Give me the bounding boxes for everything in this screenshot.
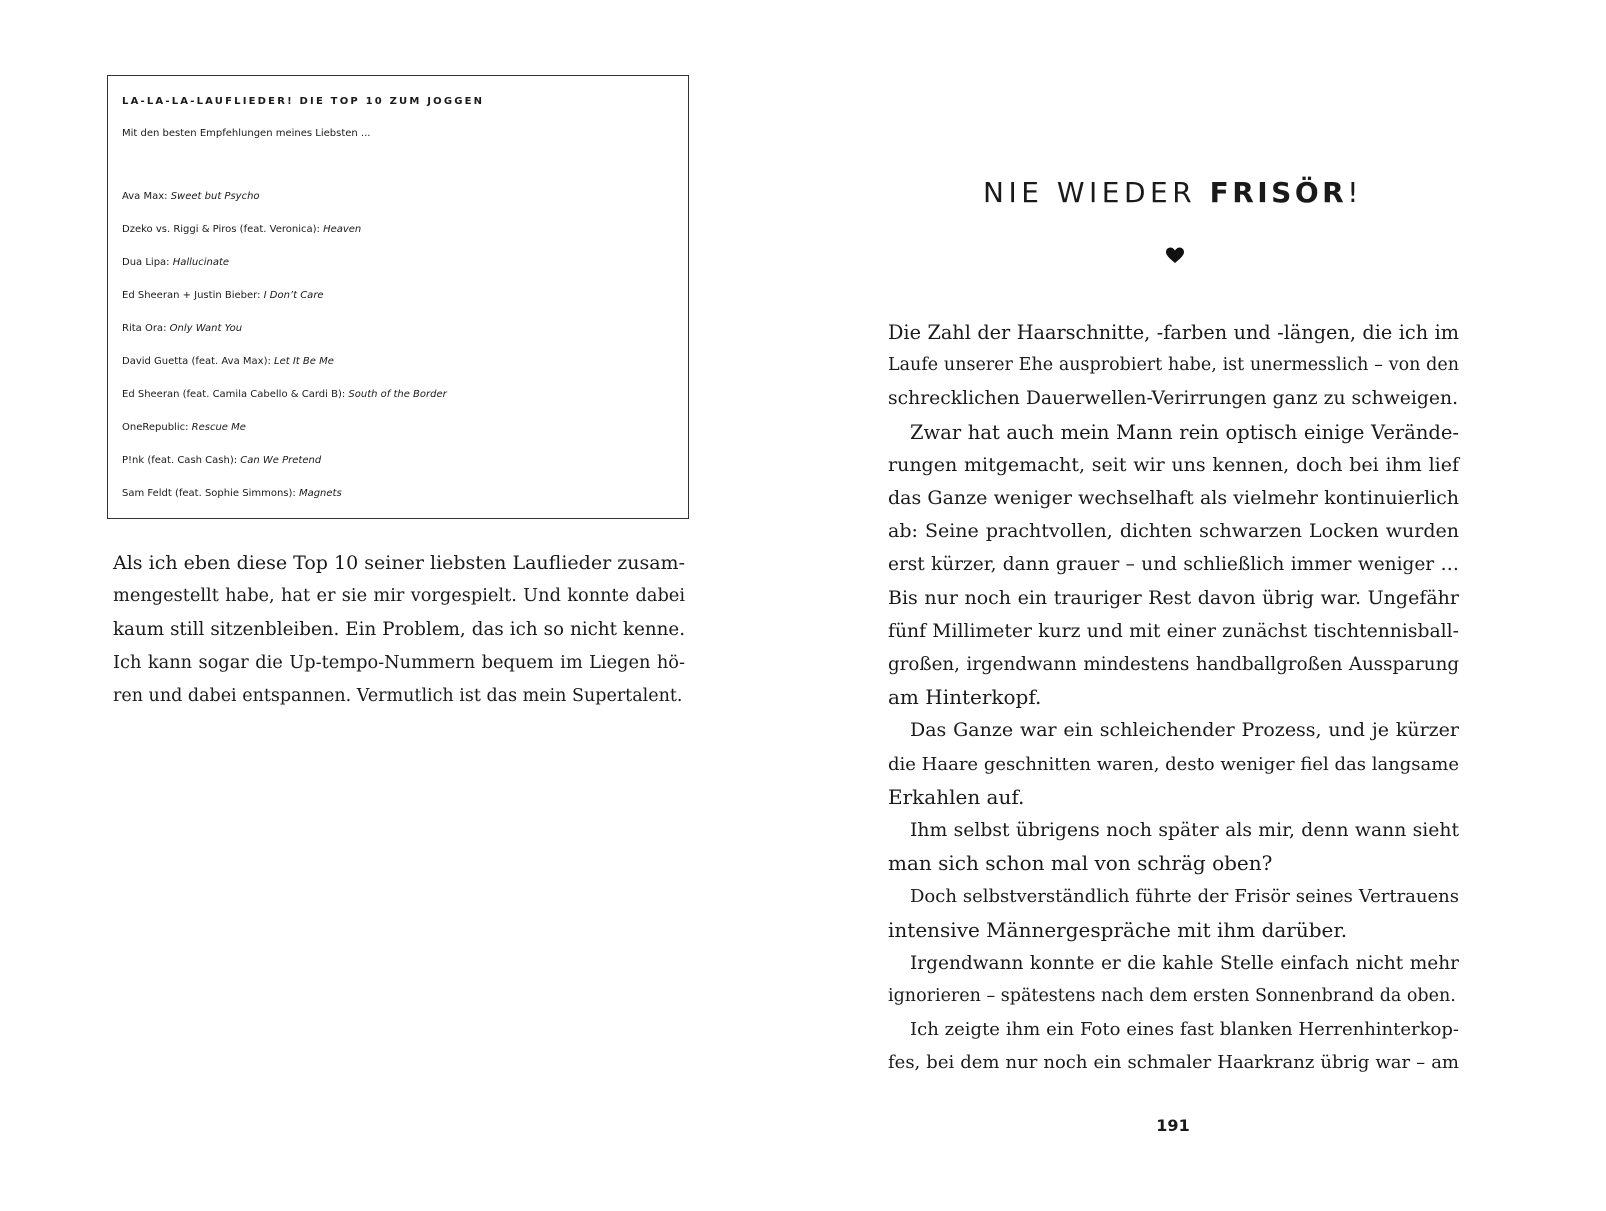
text-line: Irgendwann konnte er die kahle Stelle einfach nicht mehr [910,952,1459,974]
text-line: Das Ganze war ein schleichender Prozess, und je kürzer [910,719,1459,742]
text-line: Die Zahl der Haarschnitte, -farben und -längen, die ich im [888,321,1459,344]
left-paragraph [113,547,685,713]
chapter-heading-end: ! [1347,176,1363,209]
song-artist: Ed Sheeran + Justin Bieber: [122,290,264,301]
text-line: Laufe unserer Ehe ausprobiert habe, ist unermesslich – von den [888,355,1459,376]
text-line: ignorieren – spätestens nach dem ersten Sonnenbrand da oben. [888,986,1456,1007]
text-line: rungen mitgemacht, seit wir uns kennen, doch bei ihm lief [888,453,1459,476]
running-songs-box [107,75,689,519]
song-artist: Sam Feldt (feat. Sophie Simmons): [122,488,299,499]
song-title: Let It Be Me [274,356,334,367]
paragraph [888,416,1459,715]
song-item [122,416,688,449]
song-title: I Don’t Care [263,290,324,301]
song-item [122,251,688,284]
text-line: Ich zeigte ihm ein Foto eines fast blanken Herrenhinterkop- [910,1019,1459,1041]
song-item [122,218,688,251]
paragraph [888,947,1459,1013]
text-line: intensive Männergespräche mit ihm darüber. [888,917,1348,942]
song-artist: Rita Ora: [122,323,170,334]
text-line: Ich kann sogar die Up-tempo-Nummern bequem im Liegen hö- [113,652,685,673]
text-line: ren und dabei entspannen. Vermutlich ist das mein Supertalent. [113,685,683,706]
text-line: Erkahlen auf. [888,784,1025,809]
paragraph [888,316,1459,416]
heart-icon-svg [1165,246,1185,266]
box-title: LA-LA-LA-LAUFLIEDER! DIE TOP 10 ZUM JOGGEN [122,96,485,107]
right-page [803,0,1606,1211]
song-artist: Ava Max: [122,191,171,202]
song-item [122,317,688,350]
song-artist: OneRepublic: [122,422,192,433]
song-title: Heaven [323,224,362,235]
text-line: Zwar hat auch mein Mann rein optisch einige Verände- [910,420,1459,444]
text-line: fes, bei dem nur noch ein schmaler Haarkranz übrig war – am [888,1052,1459,1074]
song-title: Can We Pretend [240,455,322,466]
song-artist: P!nk (feat. Cash Cash): [122,455,241,466]
paragraph [888,714,1459,814]
text-line: erst kürzer, dann grauer – und schließlich immer weniger … [888,554,1459,576]
text-line: Als ich eben diese Top 10 seiner liebsten Lauflieder zusam- [113,552,685,574]
right-body-text [888,316,1459,1080]
chapter-heading-normal: NIE WIEDER [983,176,1210,209]
song-list [122,185,688,515]
text-line: fünf Millimeter kurz und mit einer zunächst tischtennisball- [888,620,1459,642]
text-line: das Ganze weniger wechselhaft als vielmehr kontinuierlich [888,487,1459,510]
text-line: man sich schon mal von schräg oben? [888,851,1273,876]
page-number: 191 [1156,1116,1190,1135]
chapter-heading [803,176,1543,209]
song-artist: Ed Sheeran (feat. Camila Cabello & Cardi B): [122,389,349,400]
song-title: Hallucinate [172,257,230,268]
song-title: South of the Border [348,389,447,400]
paragraph [888,880,1459,946]
song-artist: David Guetta (feat. Ava Max): [122,356,275,367]
text-line: Bis nur noch ein trauriger Rest davon übrig war. Ungefähr [888,586,1459,609]
song-item [122,350,688,383]
song-title: Only Want You [169,323,243,334]
box-subtitle: Mit den besten Empfehlungen meines Liebsten ... [122,128,371,139]
text-line: Ihm selbst übrigens noch später als mir, denn wann sieht [910,820,1459,842]
paragraph [888,1013,1459,1079]
song-artist: Dzeko vs. Riggi & Piros (feat. Veronica): [122,224,324,235]
song-title: Magnets [298,488,342,499]
text-line: die Haare geschnitten waren, desto weniger fiel das langsame [888,753,1459,775]
text-line: kaum still sitzenbleiben. Ein Problem, das ich so nicht kenne. [113,619,685,641]
song-item [122,185,688,218]
song-item [122,284,688,317]
song-artist: Dua Lipa: [122,257,173,268]
song-item [122,449,688,482]
text-line: mengestellt habe, hat er sie mir vorgespielt. Und konnte dabei [113,586,685,607]
text-line: am Hinterkopf. [888,685,1042,710]
chapter-heading-bold: FRISÖR [1209,176,1348,209]
song-item [122,383,688,416]
text-line: Doch selbstverständlich führte der Frisör seines Vertrauens [910,886,1459,908]
song-title: Rescue Me [191,422,246,433]
text-line: ab: Seine prachtvollen, dichten schwarzen Locken wurden [888,520,1459,543]
paragraph [888,814,1459,880]
text-line: schrecklichen Dauerwellen-Verirrungen ganz zu schweigen. [888,388,1459,410]
heart-icon [1163,246,1187,270]
song-title: Sweet but Psycho [170,191,260,202]
text-line: großen, irgendwann mindestens handballgroßen Aussparung [888,654,1459,676]
song-item [122,482,688,515]
